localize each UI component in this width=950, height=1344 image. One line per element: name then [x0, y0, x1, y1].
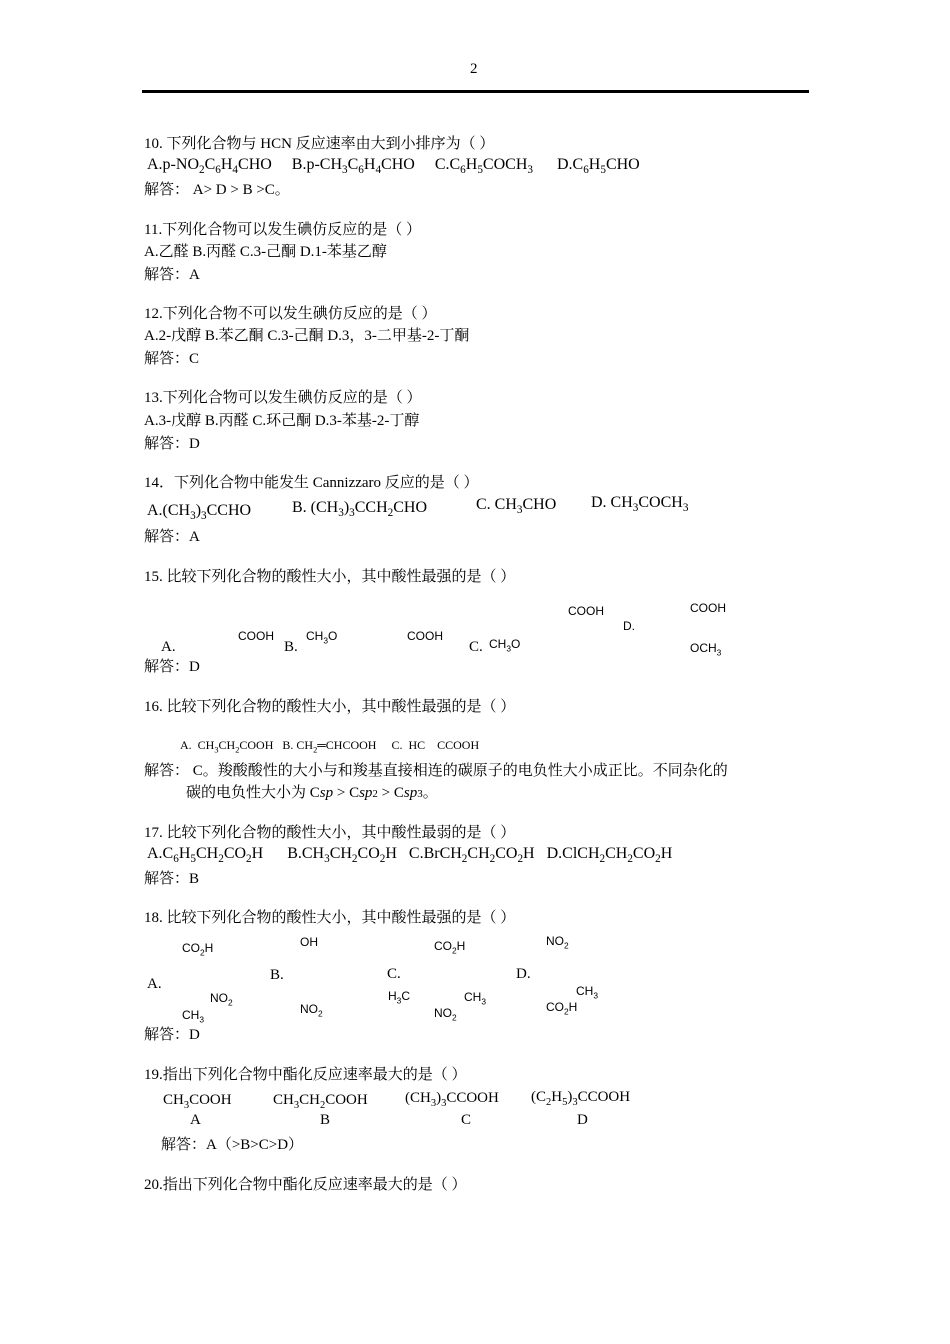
- q15-label-d: D.: [623, 619, 635, 633]
- q13-options: A.3-戊醇 B.丙醛 C.环己酮 D.3-苯基-2-丁醇: [144, 413, 420, 429]
- q15-d-cooh-2: COOH: [690, 601, 726, 615]
- q18-answer: 解答：D: [144, 1027, 200, 1043]
- q19-letter-b: B: [320, 1112, 331, 1128]
- q20-stem: 20.指出下列化合物中酯化反应速率最大的是（ ）: [144, 1177, 467, 1193]
- q15-c-cooh: COOH: [407, 629, 443, 643]
- q18-d-ch3: $CH_3$: [576, 984, 599, 1001]
- q12-options: A.2-戊醇 B.苯乙酮 C.3-己酮 D.3，3-二甲基-2-丁酮: [144, 328, 470, 344]
- q18-label-d: D.: [516, 966, 531, 982]
- q18-b-no2: $NO_2$: [300, 1002, 323, 1019]
- q17-options: $A.C_6H_5CH_2CO_2H$ $B.CH_3CH_2CO_2H$ $C.BrCH_2CH_2CO_2H$ $D.ClCH_2CH_2CO_2H$: [147, 845, 673, 866]
- q18-d-co2h: $CO_2H$: [546, 1000, 578, 1017]
- q14-answer: 解答：A: [144, 529, 200, 545]
- q15-a-cooh: COOH: [238, 629, 274, 643]
- q19-answer: 解答：A（>B>C>D）: [161, 1137, 304, 1153]
- q14-option-a: $A.(CH_3)_3CCHO$: [147, 502, 252, 523]
- q19-formula-a: $CH_3COOH$: [163, 1092, 232, 1111]
- q16-answer-line1: 解答： C。羧酸酸性的大小与和羧基直接相连的碳原子的电负性大小成正比。不同杂化的: [144, 763, 728, 779]
- q12-stem: 12.下列化合物不可以发生碘仿反应的是（ ）: [144, 306, 437, 322]
- q17-stem: 17. 比较下列化合物的酸性大小，其中酸性最弱的是（ ）: [144, 825, 516, 841]
- q15-label-a: A.: [161, 639, 176, 655]
- q15-d-cooh-1: COOH: [568, 604, 604, 618]
- q13-answer: 解答：D: [144, 436, 200, 452]
- q18-a-co2h: $CO_2H$: [182, 941, 214, 958]
- q10-answer: 解答： A> D > B >C。: [144, 182, 290, 198]
- q19-letter-a: A: [190, 1112, 201, 1128]
- q19-letter-c: C: [461, 1112, 472, 1128]
- q15-d-och3: $OCH_3$: [690, 641, 722, 658]
- q12-answer: 解答：C: [144, 351, 200, 367]
- q15-label-b: B.: [284, 639, 298, 655]
- q11-options: A.乙醛 B.丙醛 C.3-己酮 D.1-苯基乙醇: [144, 244, 387, 260]
- q18-a-ch3: $CH_3$: [182, 1008, 205, 1025]
- q15-label-c: C.: [469, 639, 483, 655]
- q16-stem: 16. 比较下列化合物的酸性大小，其中酸性最强的是（ ）: [144, 699, 516, 715]
- q18-label-b: B.: [270, 967, 284, 983]
- q14-option-c: C. $CH_3CHO$: [476, 496, 557, 517]
- q16-answer-line2: 碳的电负性大小为 Csp > Csp2 > Csp3。: [186, 785, 438, 801]
- q18-c-no2: $NO_2$: [434, 1006, 457, 1023]
- q19-letter-d: D: [577, 1112, 588, 1128]
- q15-answer: 解答：D: [144, 659, 200, 675]
- q18-a-no2: $NO_2$: [210, 991, 233, 1008]
- q16-options: A. $CH_3CH_2COOH$ B. $CH_2═CHCOOH$ C. HC CCOOH: [180, 738, 480, 755]
- q15-c-ch3o: $CH_3O$: [489, 637, 521, 654]
- q11-answer: 解答：A: [144, 267, 200, 283]
- header-rule: [142, 90, 809, 93]
- q19-formula-c: $(CH_3)_3CCOOH$: [405, 1090, 499, 1109]
- q18-c-ch3: $CH_3$: [464, 990, 487, 1007]
- q18-stem: 18. 比较下列化合物的酸性大小，其中酸性最强的是（ ）: [144, 910, 516, 926]
- q19-formula-b: $CH_3CH_2COOH$: [273, 1092, 368, 1111]
- q19-stem: 19.指出下列化合物中酯化反应速率最大的是（ ）: [144, 1067, 467, 1083]
- q18-d-no2-top: $NO_2$: [546, 934, 569, 951]
- q18-c-co2h: $CO_2H$: [434, 939, 466, 956]
- q10-stem: 10. 下列化合物与 HCN 反应速率由大到小排序为（ ）: [144, 136, 495, 152]
- q13-stem: 13.下列化合物可以发生碘仿反应的是（ ）: [144, 390, 422, 406]
- q18-b-oh: OH: [300, 935, 318, 949]
- q11-stem: 11.下列化合物可以发生碘仿反应的是（ ）: [144, 222, 421, 238]
- page-number: 2: [470, 61, 478, 77]
- q14-stem: 14．下列化合物中能发生 Cannizzaro 反应的是（ ）: [144, 475, 479, 491]
- q14-option-b: B. $(CH_3)_3CCH_2CHO$: [292, 499, 428, 520]
- q17-answer: 解答：B: [144, 871, 200, 887]
- q14-option-d: D. $CH_3COCH_3$: [591, 494, 689, 515]
- q18-label-c: C.: [387, 966, 401, 982]
- q18-label-a: A.: [147, 976, 162, 992]
- q15-b-ch3o: $CH_3O$: [306, 629, 338, 646]
- q10-options: $A.p-NO_2C_6H_4CHO$ $B.p-CH_3C_6H_4CHO$ $C.C_6H_5COCH_3$ $D.C_6H_5CHO$: [147, 156, 640, 177]
- q19-formula-d: $(C_2H_5)_3CCOOH$: [531, 1089, 631, 1108]
- q15-stem: 15. 比较下列化合物的酸性大小，其中酸性最强的是（ ）: [144, 569, 516, 585]
- q18-c-h3c: $H_3C$: [388, 989, 411, 1006]
